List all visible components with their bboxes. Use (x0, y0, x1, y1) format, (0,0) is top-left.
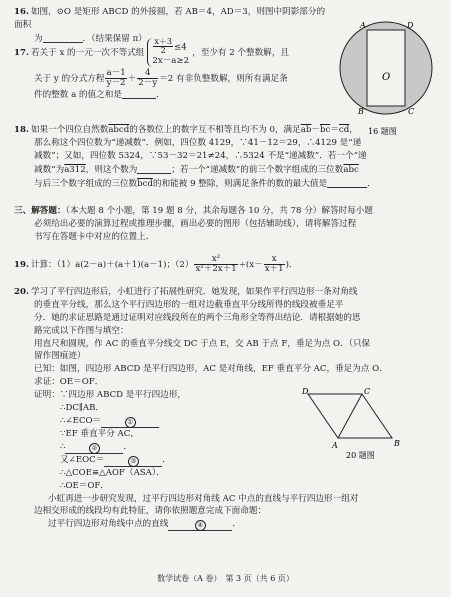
q18-bcd: $\overline{bcd}$ (137, 178, 153, 189)
q18-line3: 减数”；又如，四位数 5324，∵53－32＝21≠24，∴5324 不是“递减数”．若一个“递 (34, 150, 367, 161)
question-17-pre: 若关于 x 的一元一次不等式组 (30, 47, 145, 58)
q20-line6: 留作图痕迹） (34, 351, 86, 362)
question-17 (14, 38, 333, 101)
q18-bc: $\overline{bc}$ (319, 125, 331, 135)
q18-text: 如果一个四位自然数 (30, 125, 109, 135)
label-b: B (358, 107, 364, 116)
question-number: 19. (14, 260, 29, 271)
section-3-header (14, 205, 439, 244)
question-18 (14, 124, 439, 190)
frac2-denominator: 2－y (138, 77, 158, 88)
question-16-text-3: ．（结果保留 π） (82, 33, 147, 44)
answer-blank-20-4[interactable] (168, 519, 232, 531)
question-number: 17. (14, 47, 29, 58)
q18-line5c: ． (367, 178, 376, 189)
q18-line2: 那么称这个四位数为“递减数”．例如，四位数 4129，∵41－12＝29，∴4129 是“递 (34, 137, 362, 148)
question-17-line2-pre: 关于 y 的分式方程 (34, 73, 105, 84)
question-17-line2-post: ＝2 有非负整数解，则所有满足条 (159, 73, 288, 84)
q18-text: ＝ (330, 125, 339, 135)
q20-line5: 用直尺和圆规，作 AC 的垂直平分线交 DC 于点 E，交 AB 于点 F，垂足为点 O．（只保 (34, 338, 371, 349)
q20-line2: 的垂直平分线，那么这个平行四边形的一组对边截垂直平分线所得的线段被垂足平 (34, 299, 344, 310)
question-number: 16. (14, 7, 29, 17)
proof-step-3: ∴∠ECO＝ (60, 415, 102, 426)
proof-step-5-end: ． (123, 441, 133, 452)
figure-16-svg (336, 14, 440, 138)
answer-blank-17[interactable] (122, 88, 156, 99)
q18-cd: $\overline{cd}$ (338, 125, 350, 135)
label-c: C (364, 388, 371, 396)
question-16-text: 如图，⊙O 是矩形 ABCD 的外接圆，若 AB＝4，AD＝3，则图中阴影部分的面积 (14, 7, 326, 30)
q18-abc: $\overline{abc}$ (343, 164, 359, 175)
figure-16-caption: 16 题图 (368, 127, 397, 136)
question-number: 20. (14, 287, 29, 297)
label-o: O (382, 72, 391, 83)
q20-line11-end: ． (232, 519, 241, 530)
q20-line7: 已知：如图，四边形 ABCD 是平行四边形，AC 是对角线，EF 垂直平分 AC，垂足为点 O． (34, 364, 388, 375)
label-d: D (302, 388, 309, 396)
q20-line9: 小虹再进一步研究发现，过平行四边形对角线 AC 中点的直线与平行四边形一组对 (48, 493, 359, 504)
answer-blank-18a[interactable] (137, 163, 171, 174)
label-c: C (408, 107, 415, 116)
q19-frac1-num: x² (194, 255, 237, 265)
section-3-line3: 书写在答题卡中对应的位置上． (34, 231, 155, 242)
q18-ab: $\overline{ab}$ (300, 125, 312, 135)
q19-frac2-num: x (264, 255, 285, 265)
q20-line8: 求证：OE＝OF． (34, 377, 104, 388)
proof-step-8: ∴OE＝OF． (60, 480, 109, 491)
section-3-line2: 必须给出必要的演算过程或推理步骤，画出必要的图形（包括辅助线），请将解答过程 (34, 218, 357, 229)
label-b: B (394, 439, 400, 448)
section-3-line1: （本大题 8 个小题，第 19 题 8 分，其余每题各 10 分，共 78 分）解答时每小题 (65, 206, 373, 216)
answer-blank-20-1[interactable] (101, 416, 159, 428)
question-17-end: ． (155, 89, 165, 100)
q20-line1: 学习了平行四边形后，小虹进行了拓展性研究．她发现，如果作平行四边形一条对角线 (30, 287, 358, 297)
ineq1-numerator: x＋3 (154, 37, 172, 46)
proof-step-6-end: ． (162, 454, 171, 465)
proof-step-5: ∴ (60, 441, 66, 452)
proof-step-6: 又∠EOC＝ (60, 454, 105, 465)
q18-line5: 与后三个数字组成的三位数 (34, 178, 138, 189)
q18-a312: a312 (64, 164, 86, 175)
frac1-denominator: y－2 (106, 77, 126, 88)
answer-blank-20-3[interactable] (104, 455, 162, 467)
q20-line10: 边相交形成的线段均有此特征，请你依照题意完成下面命题： (34, 506, 267, 517)
plus-sign: ＋ (127, 73, 137, 84)
q19-post: )． (285, 260, 298, 271)
label-a: A (360, 21, 366, 30)
q19-part1: 计算：（1）a(2－a)＋(a＋1)(a－1)；（2） (30, 260, 194, 271)
label-d: D (407, 21, 414, 30)
section-3-title: 三、解答题： (14, 206, 66, 216)
q20-line3: 分．她的求证思路是通过证明对应线段所在的两个三角形全等得出结论．请根据她的思 (34, 312, 361, 323)
blank-marker-2: ② (89, 443, 100, 454)
frac1-numerator: a－1 (106, 67, 126, 78)
ineq1-rest: ≤4 (174, 42, 187, 53)
proof-step-2: ∴DC∥AB． (60, 403, 105, 414)
question-17-post: ，至少有 2 个整数解，且 (192, 47, 289, 58)
label-a: A (332, 441, 338, 450)
question-19 (14, 255, 439, 274)
proof-step-1: ∵四边形 ABCD 是平行四边形， (59, 390, 186, 401)
q18-line4: 减数”为 (34, 164, 65, 175)
figure-16 (336, 14, 440, 138)
rectangle-abcd (367, 30, 405, 106)
q18-line5b: 的和能被 9 整除，则满足条件的数的最大值是 (152, 178, 328, 189)
q19-mid: ÷(x－ (238, 260, 263, 271)
q18-line4b: ，则这个数为 (85, 164, 138, 175)
q18-text: 的各数位上的数字互不相等且均不为 0，满足 (129, 125, 301, 135)
question-16-text-2: 为 (34, 33, 43, 44)
q18-line4c: ；若一个“递减数”的前三个数字组成的三位数 (171, 164, 344, 175)
q18-text: － (311, 125, 320, 135)
q20-line4: 路完成以下作图与填空： (34, 325, 129, 336)
inequality-system (147, 38, 189, 67)
proof-step-4: ∵EF 垂直平分 AC， (60, 428, 139, 439)
page-footer: 数学试卷（A 卷） 第 3 页（共 6 页） (157, 574, 294, 583)
blank-marker-1: ① (125, 417, 136, 428)
q19-frac2-den: x＋1 (264, 264, 284, 275)
diagonal-ac (338, 394, 362, 438)
q18-text: ， (349, 125, 358, 135)
figure-20-caption: 20 题图 (346, 451, 375, 460)
answer-blank-18b[interactable] (327, 177, 367, 188)
blank-marker-3: ③ (128, 456, 139, 467)
ineq2: 2x－a≥2 (152, 55, 190, 66)
question-number: 18. (14, 125, 29, 135)
blank-marker-4: ④ (195, 520, 206, 531)
question-17-line3: 件的整数 a 的值之和是 (34, 89, 122, 100)
proof-label: 证明： (34, 390, 60, 401)
q19-frac1-den: x²＋2x＋1 (195, 264, 237, 275)
figure-20 (296, 388, 414, 462)
frac2-numerator: 4 (137, 69, 158, 79)
ineq1-denominator: 2 (160, 46, 166, 56)
figure-20-svg (296, 388, 414, 462)
q20-line11: 过平行四边形对角线中点的直线 (48, 519, 169, 530)
q18-abcd: abcd (108, 125, 130, 135)
answer-blank-20-2[interactable] (65, 442, 123, 454)
proof-step-7: ∴△COE≌△AOF（ASA）． (60, 467, 165, 478)
